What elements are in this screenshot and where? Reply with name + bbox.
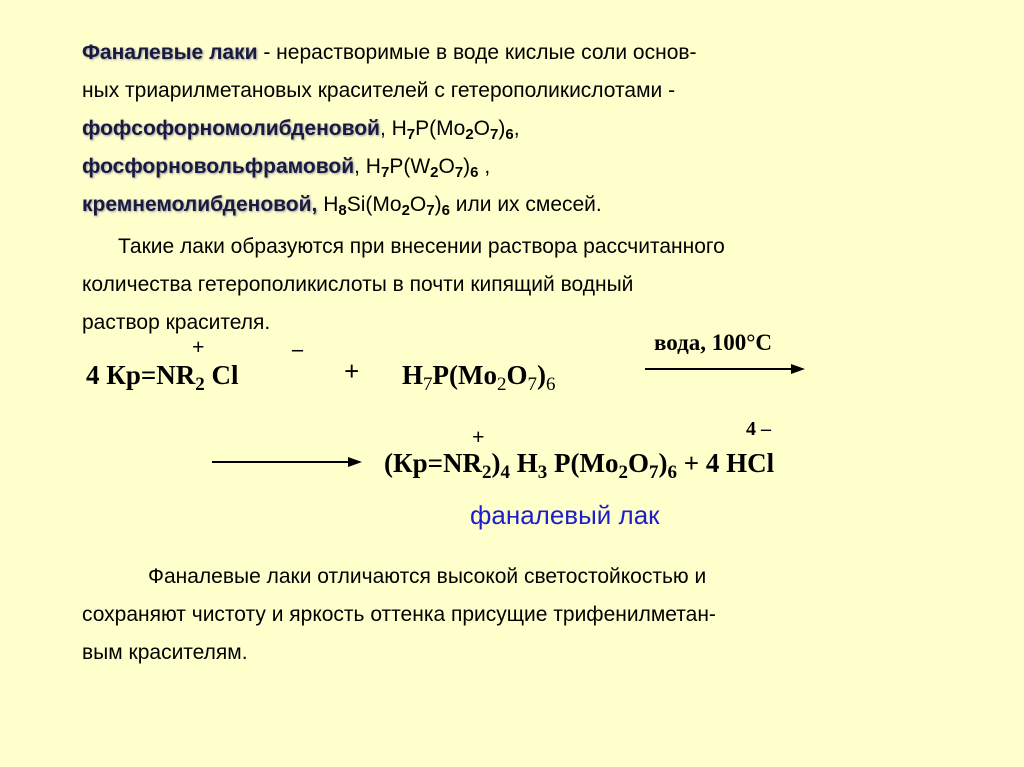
para2-line3: раствор красителя. <box>82 311 271 334</box>
para1-line2: ных триарилметановых красителей с гетерополикислотами - <box>82 79 676 102</box>
plus-sign-1: + <box>344 356 360 386</box>
para2-line1: Такие лаки образуются при внесении раствора рассчитанного <box>118 235 725 258</box>
reactant-dye-salt: 4 $Кр=NR_2$ Cl <box>86 360 239 395</box>
anion-charge-4minus: 4 – <box>746 418 771 440</box>
acid3-formula: $H_8Si(Mo_2O_7)_6$ <box>323 193 450 219</box>
para3-line1: Фаналевые лаки отличаются высокой светостойкостью и <box>148 565 707 588</box>
para3-line2: сохраняют чистоту и яркость оттенка присущие трифенилметан- <box>82 603 716 626</box>
cation-charge-2: + <box>472 424 485 449</box>
acid2-name: фосфорновольфрамовой <box>82 155 355 178</box>
para3-line3: вым красителям. <box>82 641 248 664</box>
para1-line1-rest: - нерастворимые в воде кислые соли основ- <box>257 41 697 64</box>
acid2-line: фосфорновольфрамовой, $H_7P(W_2O_7)_6$ , <box>82 155 491 181</box>
acid1-formula: $H_7P(Mo_2O_7)_6$ <box>391 117 514 143</box>
anion-charge-cl: – <box>292 336 303 361</box>
reaction-condition: вода, 100°C <box>654 330 773 355</box>
para2-line2: количества гетерополикислоты в почти кипящий водный <box>82 273 634 296</box>
acid1-name: фофсофорномолибденовой <box>82 117 380 140</box>
para1-line1 <box>82 40 697 66</box>
acid3-name: кремнемолибденовой, <box>82 193 318 216</box>
product-name-label: фаналевый лак <box>470 500 660 530</box>
acid2-formula: $H_7P(W_2O_7)_6$ <box>365 155 479 181</box>
reaction-arrow-1 <box>645 362 805 376</box>
reactant-heteropolyacid: $H_7P(Mo_2O_7)_6$ <box>402 360 556 395</box>
acid3-line: кремнемолибденовой, $H_8Si(Mo_2O_7)_6$ или их смесей. <box>82 193 602 219</box>
reaction-arrow-2 <box>212 455 362 469</box>
product-lake-formula: $(Кр=NR_2)_4$ $H_3$ $P(Mo_2O_7)_6 + 4$ HCl <box>384 448 775 483</box>
acid1-line: фофсофорномолибденовой, $H_7P(Mo_2O_7)_6$, <box>82 117 520 143</box>
term-fanal-lakes: Фаналевые лаки <box>82 41 258 64</box>
cation-charge-1: + <box>192 334 205 359</box>
